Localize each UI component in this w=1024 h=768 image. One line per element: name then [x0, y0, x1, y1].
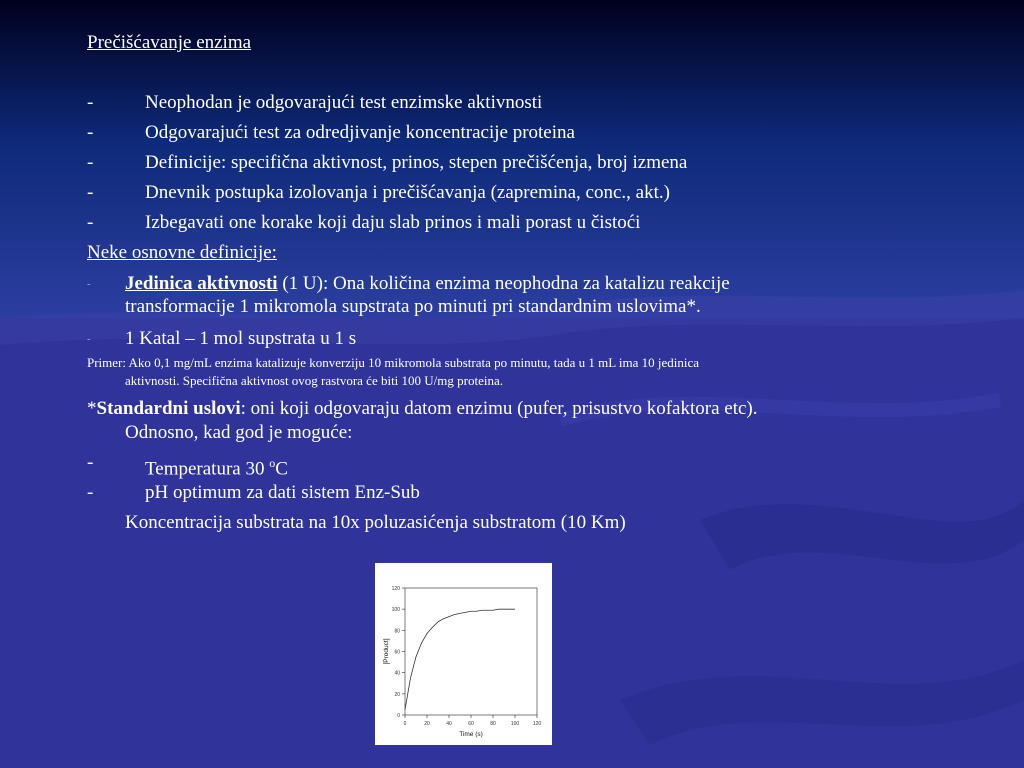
- ph-item: pH optimum za dati sistem Enz-Sub: [145, 482, 420, 503]
- plot-frame: [405, 588, 537, 715]
- bullet-2: Odgovarajući test za odredjivanje koncentracije proteina: [145, 122, 575, 143]
- temp-unit: C: [275, 458, 288, 480]
- unit-text-1: (1 U): Ona količina enzima neophodna za katalizu reakcije: [277, 273, 730, 294]
- y-tick-label-100: 100: [391, 607, 400, 614]
- chart-svg: [375, 563, 552, 745]
- unit-term: Jedinica aktivnosti: [125, 273, 278, 294]
- unit-definition-line-2: transformacije 1 mikromola supstrata po minuti pri standardnim uslovima*.: [125, 296, 701, 317]
- degree-sup: o: [269, 456, 276, 470]
- bullet-4: Dnevnik postupka izolovanja i prečišćavanja (zapremina, conc., akt.): [145, 182, 670, 203]
- y-tick-label-40: 40: [394, 670, 400, 677]
- example-line-1: Primer: Ako 0,1 mg/mL enzima katalizuje konverziju 10 mikromola substrata po minutu, tada u 1 mL ima 10 jedinica: [87, 355, 700, 370]
- example-line-2: aktivnosti. Specifična aktivnost ovog rastvora će biti 100 U/mg proteina.: [125, 373, 504, 388]
- unit-definition-line-1: [125, 273, 730, 295]
- y-tick-label-120: 120: [391, 586, 400, 592]
- y-axis-label: [Product]: [383, 638, 390, 665]
- temp-prefix: Temperatura 30: [145, 458, 270, 480]
- definitions-heading: Neke osnovne definicije:: [87, 242, 277, 263]
- dash-3: -: [87, 152, 94, 173]
- standard-conditions-line-1: [87, 398, 917, 420]
- x-tick-label-40: 40: [446, 721, 452, 727]
- cond-dash-2: -: [87, 482, 94, 503]
- x-tick-label-60: 60: [468, 721, 474, 727]
- standard-conditions-line-2: Odnosno, kad god je moguće:: [125, 422, 353, 443]
- x-tick-label-100: 100: [510, 721, 520, 727]
- product-time-chart: [375, 563, 552, 745]
- y-tick-label-60: 60: [394, 649, 400, 656]
- y-tick-label-20: 20: [394, 691, 400, 698]
- dash-5: -: [87, 212, 94, 233]
- def-dash-1: -: [87, 278, 91, 290]
- y-tick-label-80: 80: [394, 628, 400, 635]
- x-axis-label: Time (s): [459, 731, 483, 738]
- temperature-item: [145, 452, 288, 480]
- bullet-5: Izbegavati one korake koji daju slab prinos i mali porast u čistoći: [145, 212, 641, 233]
- std-star: *: [87, 398, 97, 419]
- x-tick-label-120: 120: [532, 721, 542, 727]
- y-tick-label-0: 0: [397, 713, 400, 719]
- dash-4: -: [87, 182, 94, 203]
- def-dash-2: -: [87, 333, 91, 345]
- cond-dash-1: -: [87, 452, 94, 473]
- x-tick-label-80: 80: [490, 721, 496, 727]
- std-term: Standardni uslovi: [96, 398, 241, 419]
- x-tick-label-0: 0: [403, 721, 407, 727]
- bullet-3: Definicije: specifična aktivnost, prinos, stepen prečišćenja, broj izmena: [145, 152, 688, 173]
- slide-title: Prečišćavanje enzima: [87, 32, 252, 53]
- dash-1: -: [87, 92, 94, 113]
- x-tick-label-20: 20: [424, 721, 430, 727]
- bullet-1: Neophodan je odgovarajući test enzimske aktivnosti: [145, 92, 543, 113]
- dash-2: -: [87, 122, 94, 143]
- katal-definition: 1 Katal – 1 mol supstrata u 1 s: [125, 328, 357, 349]
- std-text-1: : oni koji odgovaraju datom enzimu (pufer, prisustvo kofaktora etc).: [240, 398, 758, 419]
- substrate-item: Koncentracija substrata na 10x poluzasićenja substratom (10 Km): [125, 512, 626, 533]
- series-line-0: [405, 609, 515, 710]
